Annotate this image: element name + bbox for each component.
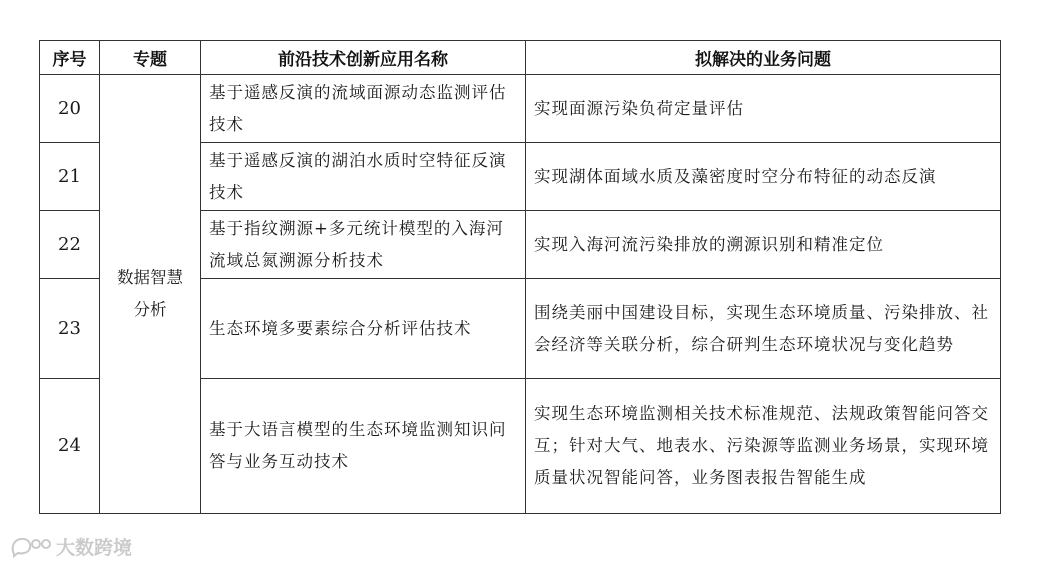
- chat-bubble-logo-icon: [10, 536, 52, 558]
- tech-table: [39, 40, 1001, 514]
- row-problem: 围绕美丽中国建设目标，实现生态环境质量、污染排放、社会经济等关联分析，综合研判生态环境状况与变化趋势: [526, 279, 1001, 379]
- row-name: 基于大语言模型的生态环境监测知识问答与业务互动技术: [201, 379, 526, 514]
- row-name: 基于遥感反演的流域面源动态监测评估技术: [201, 75, 526, 143]
- table-row: [40, 75, 1001, 143]
- row-problem: 实现生态环境监测相关技术标准规范、法规政策智能问答交互；针对大气、地表水、污染源等监测业务场景，实现环境质量状况智能问答，业务图表报告智能生成: [526, 379, 1001, 514]
- row-name: 生态环境多要素综合分析评估技术: [201, 279, 526, 379]
- topic-cell: 数据智慧分析: [100, 75, 201, 514]
- table-header-row: [40, 41, 1001, 75]
- header-seq: 序号: [40, 41, 100, 75]
- row-seq: 24: [40, 379, 100, 514]
- watermark: [10, 533, 132, 560]
- row-problem: 实现湖体面域水质及藻密度时空分布特征的动态反演: [526, 143, 1001, 211]
- row-seq: 22: [40, 211, 100, 279]
- row-problem: 实现面源污染负荷定量评估: [526, 75, 1001, 143]
- row-name: 基于遥感反演的湖泊水质时空特征反演技术: [201, 143, 526, 211]
- row-seq: 23: [40, 279, 100, 379]
- row-problem: 实现入海河流污染排放的溯源识别和精准定位: [526, 211, 1001, 279]
- header-topic: 专题: [100, 41, 201, 75]
- row-seq: 20: [40, 75, 100, 143]
- header-problem: 拟解决的业务问题: [526, 41, 1001, 75]
- header-name: 前沿技术创新应用名称: [201, 41, 526, 75]
- row-name: 基于指纹溯源+多元统计模型的入海河流域总氮溯源分析技术: [201, 211, 526, 279]
- row-seq: 21: [40, 143, 100, 211]
- watermark-text: 大数跨境: [56, 537, 133, 559]
